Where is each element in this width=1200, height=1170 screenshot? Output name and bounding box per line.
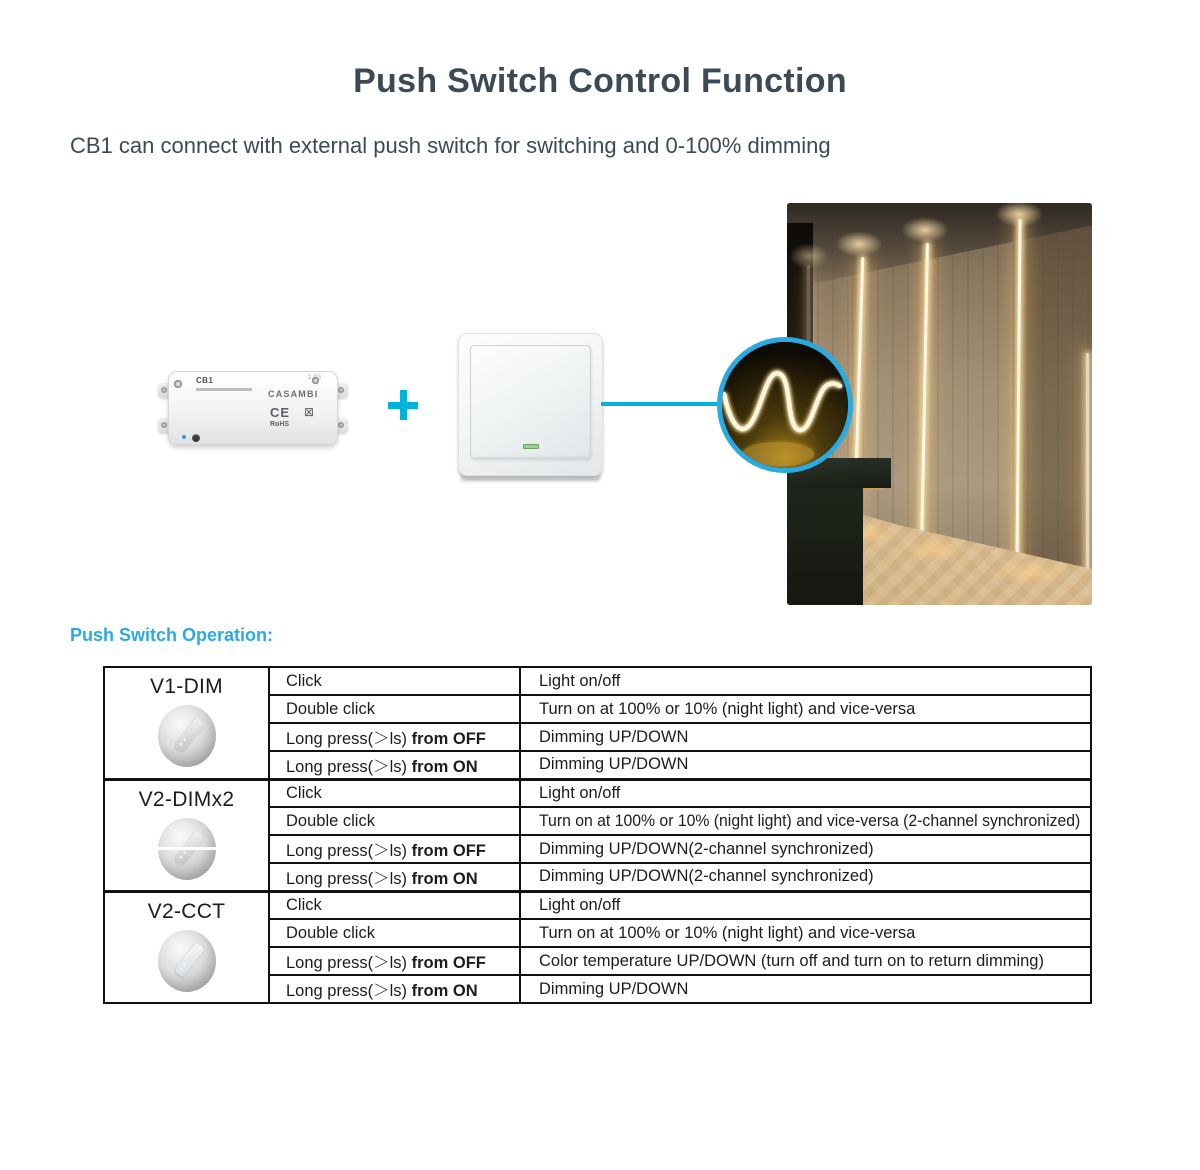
rohs-mark-icon: RoHS <box>270 421 290 428</box>
page-title: Push Switch Control Function <box>353 62 847 100</box>
ce-mark-icon: CE <box>270 405 291 420</box>
action-cell: Click <box>269 891 520 919</box>
mode-label: V2-CCT <box>147 899 226 923</box>
result-cell: Dimming UP/DOWN <box>520 723 1091 751</box>
mode-label: V2-DIMx2 <box>138 787 235 811</box>
operation-table <box>103 666 1092 1004</box>
result-cell: Light on/off <box>520 667 1091 695</box>
connector-line <box>601 402 721 406</box>
weee-mark-icon: ⊠ <box>304 405 315 419</box>
ceiling-glow <box>901 217 949 243</box>
action-cell: Long press(＞ls) from ON <box>269 863 520 891</box>
action-cell: Long press(＞ls) from OFF <box>269 835 520 863</box>
switch-indicator <box>523 444 539 449</box>
terminal-screws-right <box>312 377 332 439</box>
result-cell: Turn on at 100% or 10% (night light) and vice-versa <box>520 919 1091 947</box>
push-switch-image <box>458 333 603 476</box>
result-cell: Turn on at 100% or 10% (night light) and vice-versa (2-channel synchronized) <box>520 807 1091 835</box>
action-cell: Double click <box>269 919 520 947</box>
action-cell: Long press(＞ls) from OFF <box>269 723 520 751</box>
ceiling-glow <box>835 231 883 257</box>
led-strip-line <box>1086 353 1089 583</box>
action-cell: Long press(＞ls) from OFF <box>269 947 520 975</box>
result-cell: Light on/off <box>520 891 1091 919</box>
led-neon-wave-icon <box>722 342 848 468</box>
hero-illustration <box>0 197 1200 609</box>
v2-cct-icon <box>158 930 216 992</box>
table-row <box>104 891 1091 919</box>
status-led-dot <box>182 435 186 439</box>
floor-light-pool <box>899 537 969 563</box>
mode-label: V1-DIM <box>150 675 223 698</box>
pair-button-dot <box>192 434 200 442</box>
v1-dim-icon <box>158 705 216 767</box>
result-cell: Dimming UP/DOWN(2-channel synchronized) <box>520 835 1091 863</box>
action-cell: Long press(＞ls) from ON <box>269 751 520 779</box>
wireless-label: 2.4G <box>308 375 322 381</box>
result-cell: Color temperature UP/DOWN (turn off and turn on to return dimming) <box>520 947 1091 975</box>
switch-rocker <box>470 345 591 459</box>
result-cell: Dimming UP/DOWN(2-channel synchronized) <box>520 863 1091 891</box>
table-row <box>104 779 1091 807</box>
action-cell: Click <box>269 779 520 807</box>
led-strip-zoom-circle <box>717 337 853 473</box>
result-cell: Light on/off <box>520 779 1091 807</box>
action-cell: Click <box>269 667 520 695</box>
action-cell: Double click <box>269 695 520 723</box>
action-cell: Long press(＞ls) from ON <box>269 975 520 1003</box>
result-cell: Turn on at 100% or 10% (night light) and vice-versa <box>520 695 1091 723</box>
mode-cell-v1-dim <box>104 667 269 779</box>
cabinet-body <box>787 488 863 605</box>
table-row <box>104 667 1091 695</box>
plus-icon <box>388 390 418 420</box>
v2-dimx2-icon <box>158 818 216 880</box>
mode-cell-v2-cct <box>104 891 269 1003</box>
page-subtitle: CB1 can connect with external push switch for switching and 0-100% dimming <box>70 133 831 158</box>
result-cell: Dimming UP/DOWN <box>520 751 1091 779</box>
result-cell: Dimming UP/DOWN <box>520 975 1091 1003</box>
terminal-screws-left <box>174 380 183 436</box>
cb1-controller-image <box>158 367 348 451</box>
casambi-brand-label: CASAMBI <box>268 389 319 399</box>
floor-light-pool <box>991 559 1069 585</box>
action-cell: Double click <box>269 807 520 835</box>
section-label: Push Switch Operation: <box>70 625 274 645</box>
controller-model-label: CB1 <box>196 376 214 385</box>
mode-cell-v2-dimx2 <box>104 779 269 891</box>
